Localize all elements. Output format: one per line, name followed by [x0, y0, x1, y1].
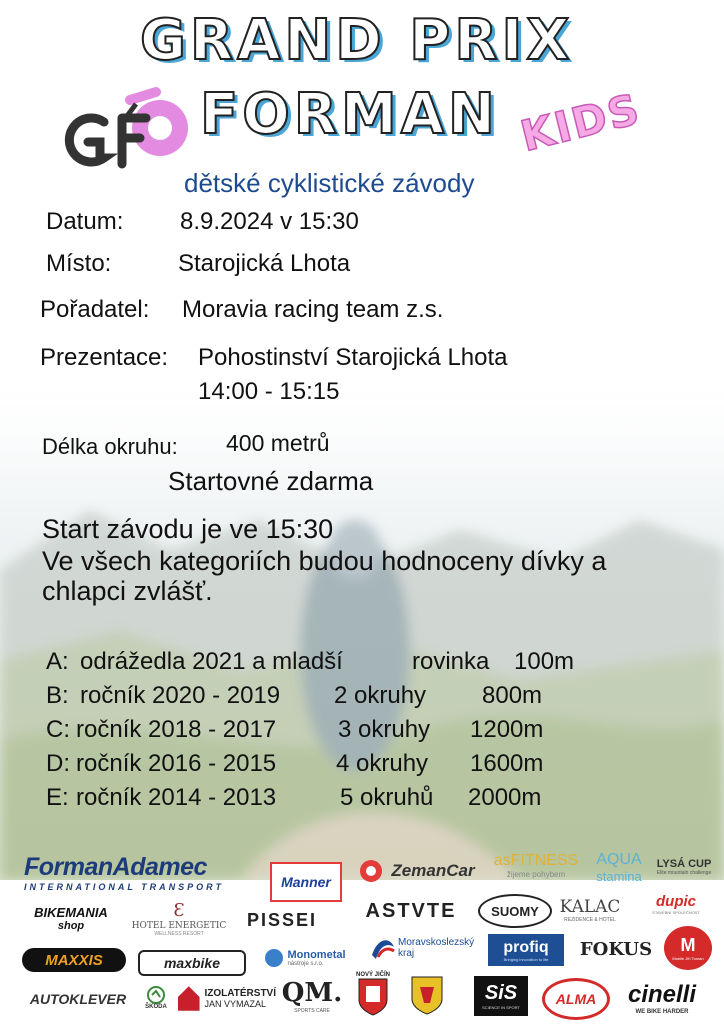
forman-sub: INTERNATIONAL TRANSPORT — [24, 881, 225, 892]
category-d-letter: D: — [46, 750, 70, 777]
start-line-1: Start závodu je ve 15:30 — [42, 514, 334, 544]
subtitle: dětské cyklistické závody — [184, 168, 475, 198]
coat-of-arms-emblem — [408, 974, 446, 1016]
category-c-letter: C: — [46, 716, 70, 743]
category-d-distance: 1600m — [470, 750, 544, 777]
category-c-name: ročník 2018 - 2017 — [76, 716, 277, 743]
place-value: Starojická Lhota — [178, 250, 351, 277]
registration-time: 14:00 - 15:15 — [198, 378, 340, 405]
sponsor-aqua-stamina: AQUA stamina — [596, 850, 642, 884]
category-a-laps: rovinka — [412, 648, 490, 675]
sponsor-maxbike: maxbike — [138, 950, 246, 976]
place-label: Místo: — [46, 250, 112, 277]
sponsor-asfitness: asFITNESS žijeme pohybem — [493, 851, 579, 879]
sponsor-lysa-cup: LYSÁ CUP Elite mountain challenge — [656, 858, 712, 876]
sponsor-zeman-car: ZemanCar — [352, 856, 480, 886]
category-c-distance: 1200m — [470, 716, 544, 743]
category-a-distance: 100m — [514, 648, 575, 675]
sponsor-pissei: PISSEI — [246, 909, 318, 930]
category-c-laps: 3 okruhy — [338, 716, 431, 743]
registration-value: Pohostinství Starojická Lhota — [198, 344, 508, 371]
sponsor-qm: QM. SPORTS CARE — [281, 978, 343, 1014]
category-e-letter: E: — [46, 784, 69, 811]
sponsor-mobile-toman: M Mobile Jiří Toman — [664, 926, 712, 970]
sponsor-manner: Manner — [270, 862, 342, 902]
car-icon — [357, 859, 391, 883]
title-line-1: GRAND PRIX — [140, 8, 574, 73]
lap-value: 400 metrů — [226, 430, 330, 456]
sponsor-autoklever: AUTOKLEVER — [29, 991, 127, 1007]
category-a-name: odrážedla 2021 a mladší — [80, 648, 343, 675]
lap-label: Délka okruhu: — [42, 434, 178, 459]
category-b-laps: 2 okruhy — [334, 682, 427, 709]
start-line-2: Ve všech kategoriích budou hodnoceny dívky a chlapci zvlášť. — [42, 546, 607, 606]
category-d-laps: 4 okruhy — [336, 750, 429, 777]
forman-logo-text: FormanAdamec — [24, 852, 207, 881]
novy-jicin-coat-of-arms-icon — [358, 978, 388, 1016]
category-b-letter: B: — [46, 682, 69, 709]
sponsor-kalac: KALAC REZIDENCE & HOTEL — [559, 897, 621, 923]
category-b-name: ročník 2020 - 2019 — [80, 682, 281, 709]
category-a-letter: A: — [46, 648, 69, 675]
sponsor-suomy: SUOMY — [478, 894, 552, 928]
kids-label: KIDS — [515, 84, 646, 161]
organizer-value: Moravia racing team z.s. — [182, 296, 444, 323]
sponsor-skoda: ŠKODA — [142, 982, 170, 1014]
m-letter-icon: M — [680, 935, 696, 955]
gf-bike-logo-icon — [64, 78, 194, 178]
sponsor-alma: ALMA — [542, 978, 610, 1020]
date-value: 8.9.2024 v 15:30 — [180, 208, 359, 235]
sponsor-bikemania: BIKEMANIA shop — [34, 904, 108, 932]
sponsor-maxxis: MAXXIS — [22, 948, 126, 972]
registration-label: Prezentace: — [40, 344, 169, 371]
sponsor-hotel-energetic: Ɛ HOTEL ENERGETIC WELLNESS RESORT — [131, 899, 227, 937]
sponsor-profiq: profiq Bringing innovation to life — [488, 934, 564, 966]
sponsor-monometal: Monometal nástroje s.r.o. — [258, 940, 352, 976]
sponsor-dupic: dupic STAVEBNÍ SPOLEČNOST — [652, 893, 700, 915]
skoda-logo-icon — [147, 986, 165, 1004]
sponsor-moravskoslezsky-kraj: Moravskoslezský kraj — [362, 930, 484, 966]
title-line-2: FORMAN — [200, 82, 499, 147]
sponsor-novy-jicin: NOVÝ JIČÍN — [354, 968, 392, 1020]
category-d-name: ročník 2016 - 2015 — [76, 750, 277, 777]
monometal-globe-icon — [264, 948, 284, 968]
organizer-label: Pořadatel: — [40, 296, 150, 323]
sponsor-sis: SiS SCIENCE IN SPORT — [474, 976, 528, 1016]
izolace-house-icon — [176, 983, 202, 1013]
sponsor-forman-adamec — [24, 854, 256, 890]
category-e-laps: 5 okruhů — [340, 784, 434, 811]
date-label: Datum: — [46, 208, 124, 235]
sponsor-astute: ASTVTE — [365, 899, 457, 922]
fee-text: Startovné zdarma — [168, 466, 374, 496]
category-b-distance: 800m — [482, 682, 543, 709]
hotel-e-icon: Ɛ — [173, 899, 185, 921]
sponsor-izolaterstvi: IZOLATÉRSTVÍ JAN VYMAZAL — [176, 980, 276, 1016]
sponsor-cinelli: cinelli WE BIKE HARDER — [627, 981, 697, 1015]
sponsor-fokus: FOKUS — [579, 938, 653, 960]
msk-emblem-icon — [368, 933, 398, 963]
category-e-distance: 2000m — [468, 784, 542, 811]
town-coat-of-arms-icon — [410, 975, 444, 1015]
category-e-name: ročník 2014 - 2013 — [76, 784, 277, 811]
